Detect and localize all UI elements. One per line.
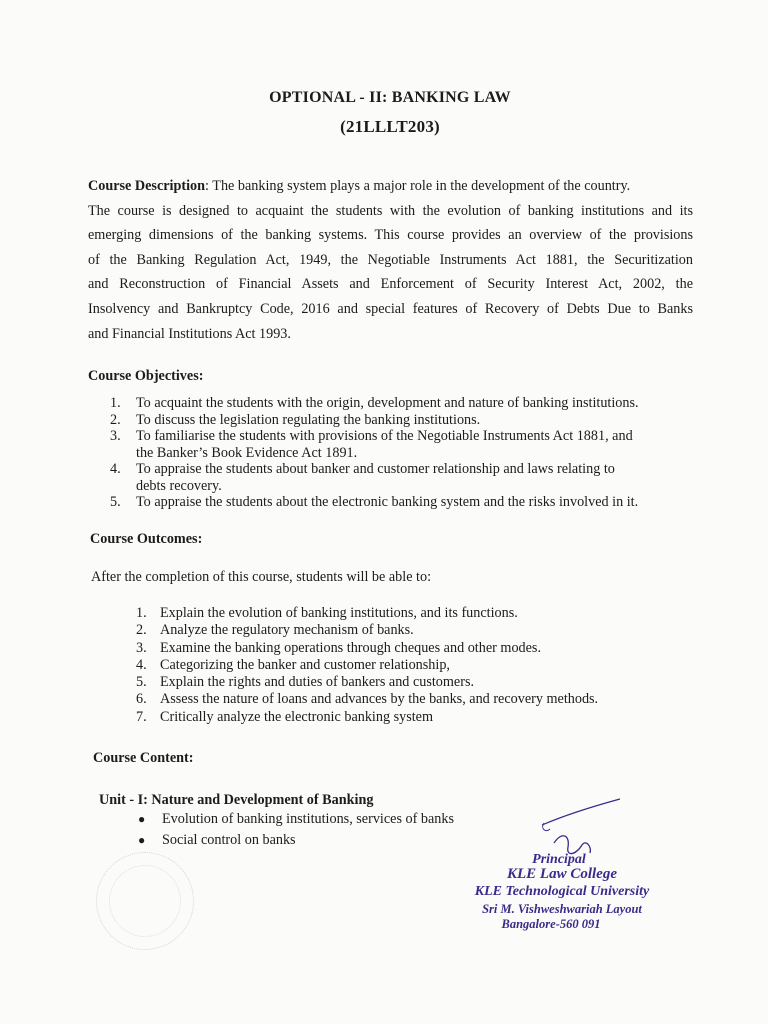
stamp-college: KLE Law College: [507, 866, 617, 882]
description-label: Course Description: [88, 178, 206, 194]
description-line-1: Course Description: The banking system plays a major role in the development of the country.: [88, 178, 631, 194]
bullet-icon: ●: [138, 812, 146, 826]
list-item: 2. Analyze the regulatory mechanism of banks.: [136, 622, 414, 639]
list-item: 1. Explain the evolution of banking institutions, and its functions.: [136, 605, 518, 621]
list-item: ● Social control on banks: [138, 830, 558, 851]
outcomes-heading: Course Outcomes:: [90, 531, 203, 547]
list-item: 4. Categorizing the banker and customer relationship,: [136, 656, 450, 673]
outcomes-list: [136, 605, 696, 726]
list-item: 2. To discuss the legislation regulating the banking institutions.: [110, 411, 481, 428]
list-item: 4. To appraise the students about banker and customer relationship and laws relating to debts recovery.: [110, 461, 615, 494]
outcomes-intro: After the completion of this course, students will be able to:: [91, 569, 432, 585]
content-heading: Course Content:: [93, 750, 194, 766]
list-item: 1. To acquaint the students with the origin, development and nature of banking institutions.: [110, 395, 639, 411]
list-item: 3. Examine the banking operations through cheques and other modes.: [136, 639, 541, 656]
description-line-4: of the Banking Regulation Act, 1949, the Negotiable Instruments Act 1881, the Securitization: [88, 251, 693, 268]
list-item: 7. Critically analyze the electronic banking system: [136, 708, 434, 725]
stamp-address: Sri M. Vishweshwariah Layout: [482, 902, 642, 916]
course-title: OPTIONAL - II: BANKING LAW: [269, 89, 511, 106]
list-item: ● Evolution of banking institutions, services of banks: [138, 809, 558, 830]
college-seal-icon: [96, 852, 194, 950]
description-line-3: emerging dimensions of the banking systems. This course provides an overview of the provisions: [88, 227, 693, 244]
objectives-list: [110, 395, 710, 511]
unit-topics-list: [138, 809, 558, 851]
list-item: 6. Assess the nature of loans and advances by the banks, and recovery methods.: [136, 691, 599, 708]
unit-title: Unit - I: Nature and Development of Banking: [99, 792, 374, 808]
description-line-7: and Financial Institutions Act 1993.: [88, 325, 291, 342]
stamp-university: KLE Technological University: [474, 884, 650, 899]
course-description: [88, 174, 693, 346]
list-item: 5. Explain the rights and duties of bankers and customers.: [136, 674, 475, 691]
objectives-heading: Course Objectives:: [88, 368, 204, 384]
bullet-icon: ●: [138, 833, 146, 847]
list-item: 5. To appraise the students about the electronic banking system and the risks involved in it.: [110, 494, 639, 510]
stamp-principal: Principal: [532, 852, 586, 867]
description-line-5: and Reconstruction of Financial Assets and Enforcement of Security Interest Act, 2002, the: [88, 276, 693, 293]
stamp-city: Bangalore-560 091: [501, 917, 601, 931]
description-line-2: The course is designed to acquaint the students with the evolution of banking institutions and its: [88, 202, 693, 219]
description-line-6: Insolvency and Bankruptcy Code, 2016 and special features of Recovery of Debts Due to Banks: [88, 300, 693, 317]
course-code: (21LLLT203): [340, 117, 440, 136]
list-item: 3. To familiarise the students with provisions of the Negotiable Instruments Act 1881, and the Banker’s Book Evidence Act 1891.: [110, 428, 633, 461]
